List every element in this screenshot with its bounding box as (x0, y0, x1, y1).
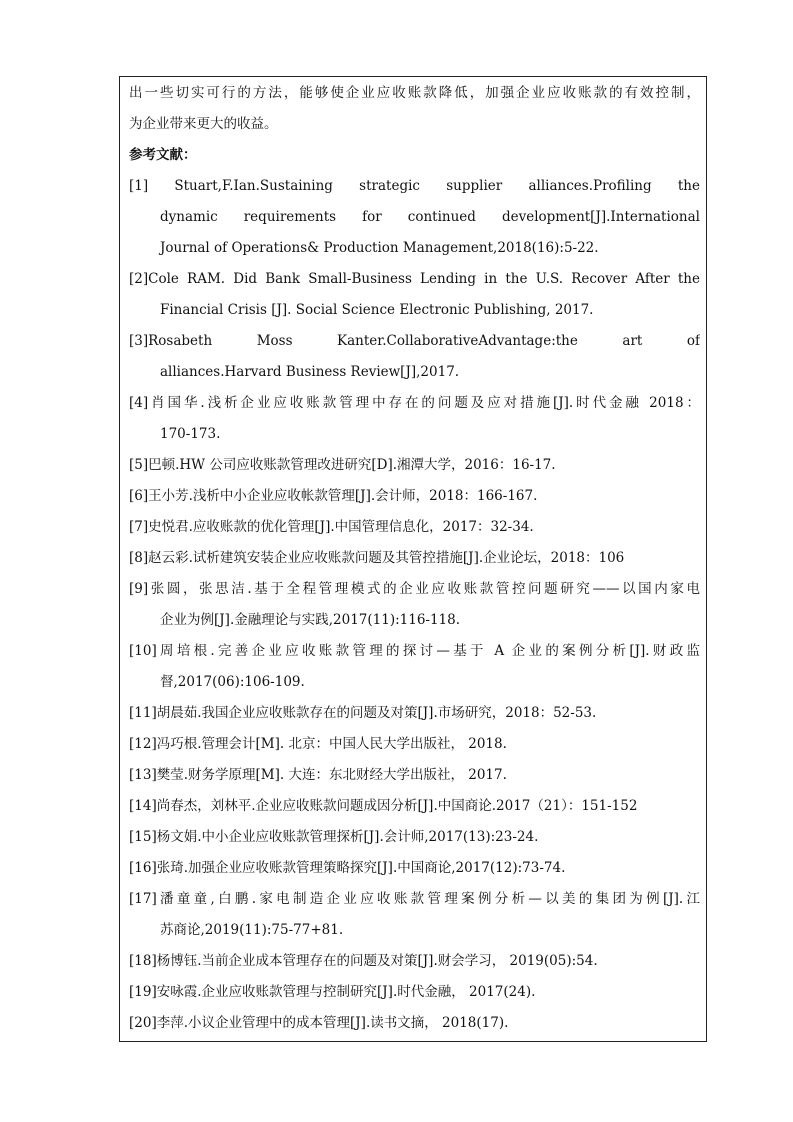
reference-first-line: [11]胡晨茹.我国企业应收账款存在的问题及对策[J].市场研究，2018：52-53. (129, 705, 597, 721)
reference-item (129, 822, 700, 853)
reference-continuation-line: 企业为例[J].金融理论与实践,2017(11):116-118. (160, 612, 461, 628)
reference-item (129, 543, 700, 574)
reference-item (129, 698, 700, 729)
reference-item (129, 171, 700, 264)
reference-first-line: [17]潘童童,白鹏.家电制造企业应收账款管理案例分析—以美的集团为例[J].江 (129, 891, 700, 907)
reference-continuation-line: 督,2017(06):106-109. (160, 674, 305, 690)
reference-item (129, 388, 700, 450)
document-frame (119, 76, 707, 1042)
reference-first-line: [8]赵云彩.试析建筑安装企业应收账款问题及其管控措施[J].企业论坛，2018：106 (129, 550, 625, 566)
reference-first-line: [2]Cole RAM. Did Bank Small-Business Lending in the U.S. Recover After the (129, 271, 700, 287)
document-content (129, 77, 700, 1039)
reference-first-line: [20]李萍.小议企业管理中的成本管理[J].读书文摘， 2018(17). (129, 1015, 509, 1031)
reference-first-line: [7]史悦君.应收账款的优化管理[J].中国管理信息化，2017：32-34. (129, 519, 534, 535)
reference-list (129, 171, 700, 1039)
reference-first-line: [3]Rosabeth Moss Kanter.CollaborativeAdvantage:the art of (129, 333, 700, 349)
reference-item (129, 264, 700, 326)
reference-first-line: [10]周培根.完善企业应收账款管理的探讨—基于 A 企业的案例分析[J].财政监 (129, 643, 700, 659)
reference-continuation-line: 苏商论,2019(11):75-77+81. (160, 922, 344, 938)
reference-first-line: [13]樊莹.财务学原理[M]. 大连：东北财经大学出版社， 2017. (129, 767, 507, 783)
reference-item (129, 853, 700, 884)
reference-first-line: [6]王小芳.浅析中小企业应收帐款管理[J].会计师，2018：166-167. (129, 488, 538, 504)
reference-item (129, 977, 700, 1008)
reference-first-line: [15]杨文娟.中小企业应收账款管理探析[J].会计师,2017(13):23-24. (129, 829, 539, 845)
reference-first-line: [18]杨博钰.当前企业成本管理存在的问题及对策[J].财会学习， 2019(05):54. (129, 953, 598, 969)
reference-item (129, 574, 700, 636)
references-heading: 参考文献： (129, 147, 197, 163)
reference-first-line: [12]冯巧根.管理会计[M]. 北京：中国人民大学出版社， 2018. (129, 736, 507, 752)
intro-paragraph (129, 78, 700, 140)
reference-continuation-line: dynamic requirements for continued development[J].International (160, 209, 700, 225)
reference-item (129, 884, 700, 946)
reference-continuation-line: 170-173. (160, 426, 221, 442)
reference-item (129, 481, 700, 512)
reference-item (129, 512, 700, 543)
reference-continuation-line: Journal of Operations& Production Management,2018(16):5-22. (160, 240, 599, 256)
reference-item (129, 946, 700, 977)
reference-item (129, 326, 700, 388)
reference-first-line: [9]张圆，张思洁.基于全程管理模式的企业应收账款管控问题研究——以国内家电 (129, 581, 700, 597)
intro-line: 出一些切实可行的方法，能够使企业应收账款降低，加强企业应收账款的有效控制， (129, 85, 700, 101)
reference-item (129, 450, 700, 481)
intro-line: 为企业带来更大的收益。 (129, 116, 278, 132)
reference-first-line: [19]安咏霞.企业应收账款管理与控制研究[J].时代金融， 2017(24). (129, 984, 536, 1000)
reference-item (129, 760, 700, 791)
reference-first-line: [5]巴顿.HW 公司应收账款管理改进研究[D].湘潭大学，2016：16-17. (129, 457, 556, 473)
reference-first-line: [14]尚春杰，刘林平.企业应收账款问题成因分析[J].中国商论.2017（21）：151-152 (129, 798, 638, 814)
reference-item (129, 1008, 700, 1039)
reference-first-line: [4]肖国华.浅析企业应收账款管理中存在的问题及应对措施[J].时代金融 2018： (129, 395, 700, 411)
reference-item (129, 636, 700, 698)
reference-continuation-line: Financial Crisis [J]. Social Science Electronic Publishing, 2017. (160, 302, 594, 318)
reference-first-line: [1] Stuart,F.Ian.Sustaining strategic supplier alliances.Profiling the (129, 178, 700, 194)
reference-item (129, 791, 700, 822)
reference-first-line: [16]张琦.加强企业应收账款管理策略探究[J].中国商论,2017(12):73-74. (129, 860, 566, 876)
reference-continuation-line: alliances.Harvard Business Review[J],2017. (160, 364, 460, 380)
reference-item (129, 729, 700, 760)
